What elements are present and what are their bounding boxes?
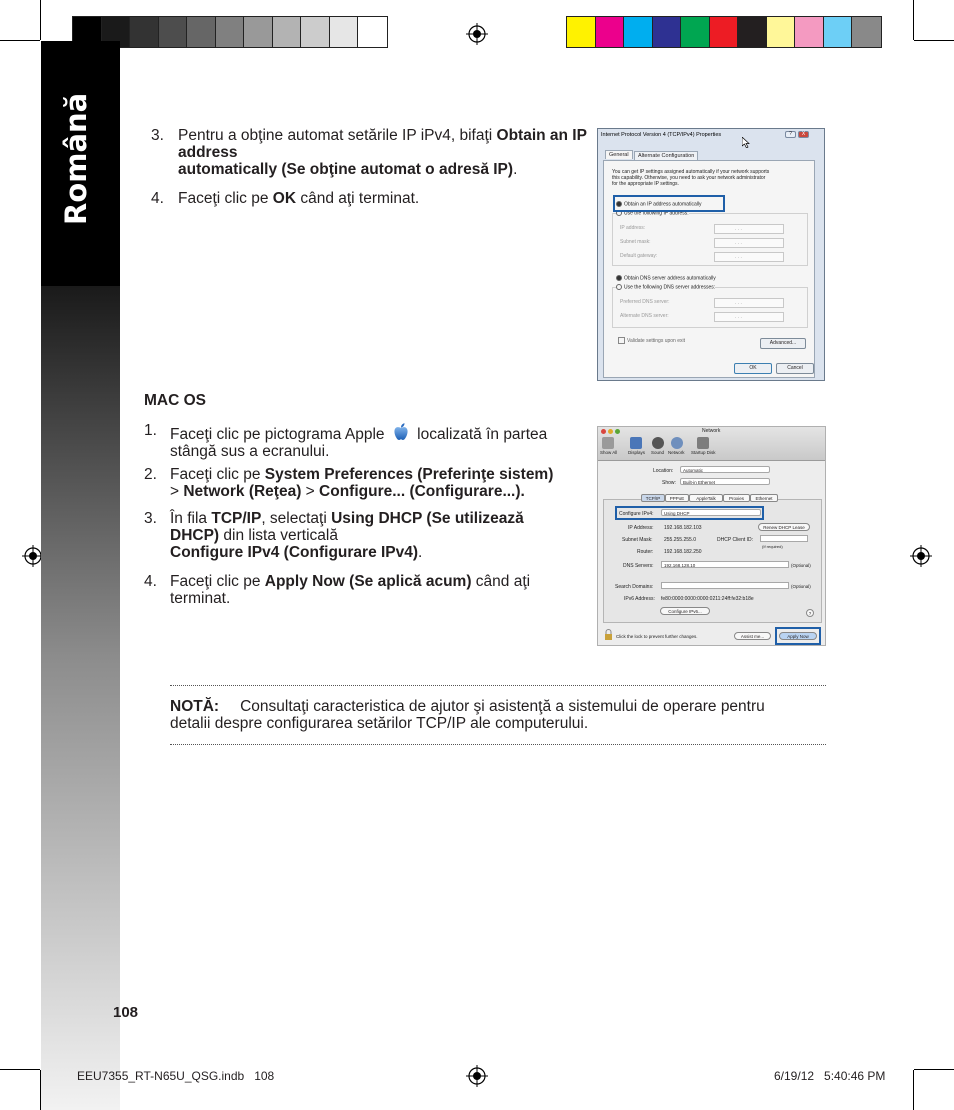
windows-ipv4-dialog — [597, 128, 825, 381]
help-button[interactable]: ? — [785, 131, 796, 138]
step-mac-4 — [170, 573, 590, 607]
obtain-ip-highlight — [613, 195, 725, 212]
field-dots: . . . — [735, 300, 742, 306]
ipv6-address-value: fe80:0000:0000:0000:0211:24ff:fe32:b18e — [661, 596, 754, 602]
field-dots: . . . — [735, 226, 742, 232]
field-dots: . . . — [735, 254, 742, 260]
tab-ethernet[interactable]: Ethernet — [750, 494, 778, 502]
validate-checkbox[interactable] — [618, 337, 685, 344]
advanced-button[interactable]: Advanced... — [760, 338, 806, 349]
preferred-dns-label: Preferred DNS server: — [620, 299, 670, 305]
side-band-gradient — [41, 286, 120, 1110]
ip-address-label: IP Address: — [628, 525, 654, 531]
ipv6-address-label: IPv6 Address: — [624, 596, 655, 602]
minimize-window-icon[interactable] — [608, 429, 613, 434]
step-text: terminat. — [170, 590, 231, 607]
step-bold: TCP/IP — [211, 510, 262, 527]
step-mac-3 — [170, 510, 590, 561]
color-swatch — [681, 17, 710, 47]
configure-ipv4-highlight — [615, 506, 764, 520]
crop-mark — [40, 0, 41, 40]
help-button[interactable]: ? — [806, 609, 814, 617]
toolbar-label: Show All — [600, 450, 618, 455]
step-text: . — [418, 544, 423, 561]
subnet-mask-label: Subnet mask: — [620, 239, 651, 245]
color-swatch — [244, 17, 273, 47]
color-swatch — [159, 17, 188, 47]
step-number: 4. — [151, 190, 164, 207]
mouse-cursor-icon — [742, 137, 750, 148]
step-text: Faceţi clic pe — [170, 466, 265, 483]
apply-now-highlight — [775, 627, 821, 645]
if-required-note: (If required) — [762, 544, 783, 549]
dhcp-client-id-label: DHCP Client ID: — [717, 537, 754, 543]
show-select[interactable]: Built-in Ethernet — [680, 478, 770, 485]
tab-pppoe[interactable]: PPPoE — [665, 494, 689, 502]
default-gateway-field[interactable] — [714, 252, 784, 262]
obtain-dns-label: Obtain DNS server address automatically — [624, 275, 716, 282]
ok-button[interactable]: OK — [734, 363, 772, 374]
startup-disk-icon[interactable] — [697, 437, 709, 449]
crop-mark — [913, 0, 914, 40]
configure-ipv6-button[interactable]: Configure IPv6... — [660, 607, 710, 615]
subnet-mask-value: 255.255.255.0 — [664, 537, 696, 543]
step-text: Faceţi clic pe — [170, 573, 265, 590]
step-text: din lista verticală — [219, 527, 338, 544]
color-swatch — [624, 17, 653, 47]
step-bold: Configure IPv4 (Configurare IPv4) — [170, 544, 419, 561]
mac-os-heading: MAC OS — [144, 392, 206, 409]
step-bold: Obtain an IP address — [178, 127, 587, 161]
step-text: > — [301, 483, 320, 500]
color-swatch — [795, 17, 824, 47]
displays-icon[interactable] — [630, 437, 642, 449]
step-windows-3 — [178, 127, 588, 178]
lock-icon[interactable] — [604, 629, 613, 640]
tab-alternate-configuration[interactable]: Alternate Configuration — [634, 151, 698, 161]
search-domains-label: Search Domains: — [615, 584, 654, 590]
intro-text: for the appropriate IP settings. — [612, 181, 679, 187]
preferred-dns-field[interactable] — [714, 298, 784, 308]
note-label: NOTĂ: — [170, 698, 220, 715]
color-swatch — [596, 17, 625, 47]
field-dots: . . . — [735, 240, 742, 246]
tab-proxies[interactable]: Proxies — [723, 494, 750, 502]
dhcp-client-id-field[interactable] — [760, 535, 808, 542]
step-bold: automatically (Se obţine automat o adresă IP) — [178, 161, 514, 178]
dialog-title: Internet Protocol Version 4 (TCP/IPv4) Properties — [601, 132, 722, 138]
tab-appletalk[interactable]: AppleTalk — [689, 494, 723, 502]
color-swatch — [710, 17, 739, 47]
note-block — [170, 698, 830, 732]
color-swatch — [824, 17, 853, 47]
use-ip-label: Use the following IP address: — [624, 210, 689, 217]
router-value: 192.168.182.250 — [664, 549, 702, 555]
toolbar-label: Startup Disk — [691, 450, 716, 455]
color-swatch — [330, 17, 359, 47]
step-bold: Apply Now (Se aplică acum) — [264, 573, 472, 590]
lock-message: Click the lock to prevent further changes. — [616, 634, 698, 639]
network-icon[interactable] — [671, 437, 683, 449]
step-bold: Configure... (Configurare...). — [319, 483, 525, 500]
crop-mark — [914, 1069, 954, 1070]
tab-tcp-ip[interactable]: TCP/IP — [641, 494, 665, 502]
color-swatch — [216, 17, 245, 47]
apple-menu-icon — [391, 422, 411, 442]
footer-timestamp: 6/19/12 5:40:46 PM — [774, 1069, 886, 1083]
obtain-dns-radio[interactable] — [616, 275, 716, 281]
step-windows-4 — [178, 190, 578, 207]
configure-ipv4-label: Configure IPv4: — [619, 511, 654, 517]
step-text: stângă sus a ecranului. — [170, 443, 330, 460]
dns-servers-field[interactable]: 192.168.128.10 — [661, 561, 789, 568]
intro-text: this capability. Otherwise, you need to ask your network administrator — [612, 175, 766, 181]
subnet-mask-label: Subnet Mask: — [622, 537, 653, 543]
color-swatch — [187, 17, 216, 47]
registration-mark-icon — [910, 545, 932, 567]
intro-text: You can get IP settings assigned automatically if your network supports — [612, 169, 770, 175]
crop-mark — [0, 40, 40, 41]
default-gateway-label: Default gateway: — [620, 253, 658, 259]
note-text: detalii despre configurarea setărilor TCP/IP ale computerului. — [170, 715, 589, 732]
obtain-ip-label: Obtain an IP address automatically — [624, 201, 702, 208]
step-text: localizată în partea — [417, 426, 548, 443]
note-divider — [170, 685, 826, 686]
step-number: 3. — [151, 127, 164, 144]
step-text: , selectaţi — [261, 510, 332, 527]
step-bold: DHCP) — [170, 527, 220, 544]
crop-mark — [0, 1069, 40, 1070]
use-dns-radio[interactable] — [616, 284, 715, 290]
step-text: Faceţi clic pe pictograma Apple — [170, 426, 385, 443]
step-number: 4. — [144, 573, 157, 590]
zoom-window-icon[interactable] — [615, 429, 620, 434]
cancel-button[interactable]: Cancel — [776, 363, 814, 374]
tab-general[interactable]: General — [605, 150, 633, 159]
color-swatch — [567, 17, 596, 47]
color-swatch — [301, 17, 330, 47]
step-bold: System Preferences (Preferinţe sistem) — [264, 466, 554, 483]
color-swatch — [738, 17, 767, 47]
toolbar-label: Network — [668, 450, 685, 455]
show-all-icon[interactable] — [602, 437, 614, 449]
step-text: când aţi terminat. — [296, 190, 420, 207]
field-dots: . . . — [735, 314, 742, 320]
alternate-dns-field[interactable] — [714, 312, 784, 322]
toolbar-label: Displays — [628, 450, 646, 455]
ip-address-label: IP address: — [620, 225, 646, 231]
ip-address-field[interactable] — [714, 224, 784, 234]
step-text: Pentru a obţine automat setările IP iPv4, bifaţi — [178, 127, 497, 144]
close-window-icon[interactable] — [601, 429, 606, 434]
color-swatch — [852, 17, 881, 47]
step-bold: Network (Reţea) — [183, 483, 302, 500]
ip-address-value: 192.168.182.103 — [664, 525, 702, 531]
use-dns-label: Use the following DNS server addresses: — [624, 284, 716, 291]
footer-file-info: EEU7355_RT-N65U_QSG.indb 108 — [77, 1069, 275, 1083]
assist-me-button[interactable]: Assist me... — [734, 632, 771, 640]
step-mac-2 — [170, 466, 590, 500]
show-label: Show: — [662, 480, 676, 486]
location-select[interactable]: Automatic — [680, 466, 770, 473]
registration-mark-icon — [466, 1065, 488, 1087]
page-number: 108 — [113, 1004, 139, 1021]
note-divider — [170, 744, 826, 745]
step-bold: OK — [272, 190, 297, 207]
step-bold: Using DHCP (Se utilizează — [331, 510, 524, 527]
note-text: Consultaţi caracteristica de ajutor şi asistenţă a sistemului de operare pentru — [240, 698, 765, 715]
mac-network-dialog — [597, 426, 826, 646]
step-number: 1. — [144, 422, 157, 439]
renew-dhcp-button[interactable]: Renew DHCP Lease — [758, 523, 810, 531]
alternate-dns-label: Alternate DNS server: — [620, 313, 669, 319]
apply-now-button[interactable]: Apply Now — [779, 632, 817, 640]
validate-label: Validate settings upon exit — [627, 337, 686, 344]
router-label: Router: — [637, 549, 654, 555]
toolbar-label: Sound — [651, 450, 665, 455]
window-title: Network — [702, 428, 721, 434]
configure-ipv4-select[interactable]: Using DHCP — [661, 509, 761, 516]
step-text: când aţi — [471, 573, 531, 590]
step-text: În fila — [170, 510, 212, 527]
color-swatch — [653, 17, 682, 47]
optional-note: (Optional) — [791, 563, 811, 568]
optional-note: (Optional) — [791, 584, 811, 589]
dns-servers-label: DNS Servers: — [623, 563, 654, 569]
step-mac-1 — [170, 422, 590, 460]
step-text: . — [513, 161, 518, 178]
crop-mark — [913, 1070, 914, 1110]
step-text: Faceţi clic pe — [178, 190, 273, 207]
step-text: > — [170, 483, 184, 500]
step-number: 3. — [144, 510, 157, 527]
language-label: Română — [59, 92, 93, 225]
color-swatch — [358, 17, 387, 47]
close-button[interactable]: X — [798, 131, 809, 138]
general-panel — [603, 160, 815, 378]
subnet-mask-field[interactable] — [714, 238, 784, 248]
sound-icon[interactable] — [652, 437, 664, 449]
crop-mark — [914, 40, 954, 41]
search-domains-field[interactable] — [661, 582, 789, 589]
color-swatch — [767, 17, 796, 47]
location-label: Location: — [653, 468, 674, 474]
color-swatch — [130, 17, 159, 47]
step-number: 2. — [144, 466, 157, 483]
color-swatch — [273, 17, 302, 47]
registration-mark-icon — [466, 23, 488, 45]
